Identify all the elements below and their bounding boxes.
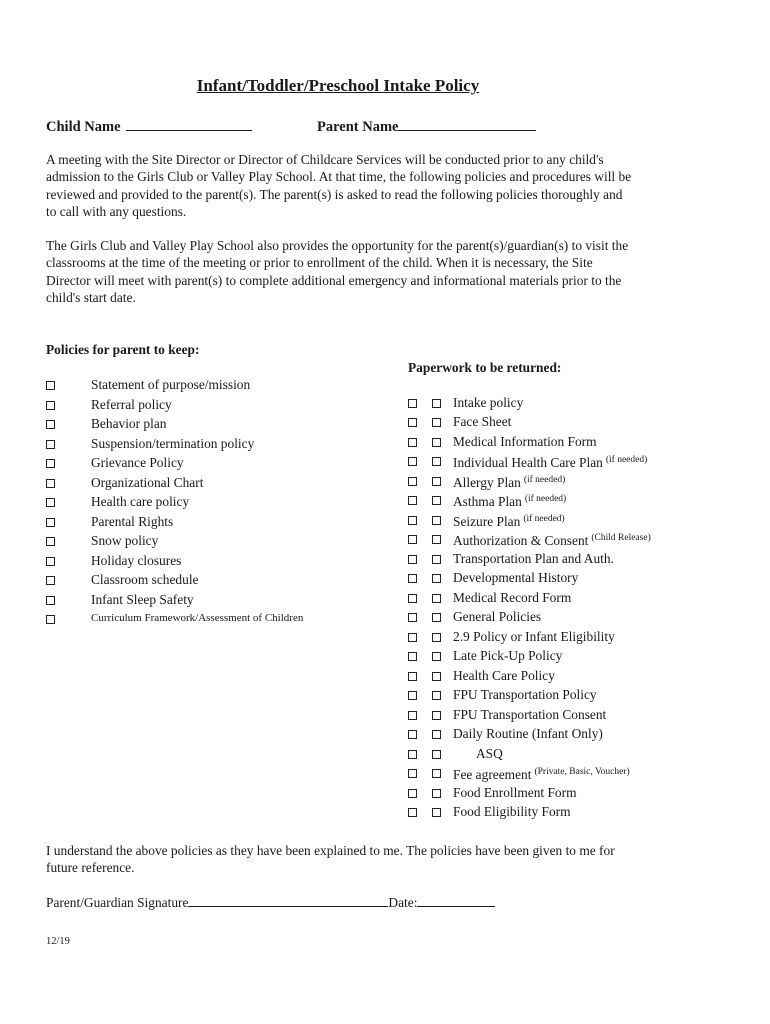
returned-item-label <box>453 412 511 432</box>
returned-item-text: ASQ <box>476 745 503 761</box>
checkbox[interactable] <box>46 479 55 488</box>
returned-item-label <box>453 685 597 705</box>
returned-item-text: Asthma Plan <box>453 494 522 509</box>
returned-item <box>408 588 708 608</box>
returned-item-label <box>453 568 578 588</box>
keep-item <box>46 551 366 571</box>
returned-item <box>408 724 708 744</box>
returned-item-note: (if needed) <box>523 513 565 524</box>
returned-item <box>408 607 708 627</box>
checkbox[interactable] <box>432 633 441 642</box>
returned-item <box>408 705 708 725</box>
returned-item-label <box>453 646 562 666</box>
keep-heading: Policies for parent to keep: <box>46 342 200 357</box>
keep-item <box>46 473 366 493</box>
returned-item <box>408 412 708 432</box>
returned-item-text: Late Pick-Up Policy <box>453 648 563 663</box>
returned-item-label <box>453 802 571 822</box>
keep-item <box>46 453 366 473</box>
returned-item <box>408 763 708 783</box>
checkbox[interactable] <box>46 615 55 624</box>
returned-item-text: General Policies <box>453 609 542 624</box>
intro-paragraph: A meeting with the Site Director or Director of Childcare Services will be conducted prior to any child's admission to the Girls Club or Valley Play School. At that time, the following policies and procedures will be reviewed and provided to the parent(s). The parent(s) is asked to read the following policies thoroughly and to call with any questions. <box>46 152 632 220</box>
keep-item <box>46 570 366 590</box>
revision-code: 12/19 <box>46 936 70 947</box>
checkbox[interactable] <box>46 557 55 566</box>
returned-item-label <box>453 490 566 512</box>
keep-item <box>46 375 366 395</box>
keep-item-label: Classroom schedule <box>91 572 199 587</box>
checkbox[interactable] <box>408 808 417 817</box>
visit-paragraph: The Girls Club and Valley Play School also provides the opportunity for the parent(s)/guardian(s) to visit the classrooms at the time of the meeting or prior to enrollment of the child. When it is necessary, the Site Director will meet with parent(s) to complete additional emergency and informational materials prior to the child's start date. <box>46 238 629 306</box>
returned-item <box>408 510 708 530</box>
keep-item <box>46 414 366 434</box>
checkbox[interactable] <box>408 496 417 505</box>
returned-item <box>408 666 708 686</box>
keep-item-label: Behavior plan <box>91 416 167 431</box>
signature-line[interactable] <box>188 894 388 907</box>
checkbox[interactable] <box>46 420 55 429</box>
keep-item <box>46 434 366 454</box>
returned-item-label <box>453 471 565 493</box>
keep-item-label: Statement of purpose/mission <box>91 377 251 392</box>
returned-item-label <box>453 783 577 803</box>
returned-item <box>408 529 708 549</box>
signature-row <box>46 894 495 911</box>
checkbox[interactable] <box>408 477 417 486</box>
returned-item-text: Developmental History <box>453 570 579 585</box>
returned-heading: Paperwork to be returned: <box>408 360 562 375</box>
returned-item-text: Daily Routine (Infant Only) <box>453 726 603 741</box>
returned-item <box>408 646 708 666</box>
checkbox[interactable] <box>432 789 441 798</box>
checkbox[interactable] <box>432 691 441 700</box>
returned-item-note: (if needed) <box>524 494 567 504</box>
checkbox[interactable] <box>408 594 417 603</box>
checkbox[interactable] <box>432 496 441 505</box>
checkbox[interactable] <box>432 769 441 778</box>
acknowledgement-text: I understand the above policies as they have been explained to me. The policies have been given to me for future reference. <box>46 843 615 876</box>
returned-item <box>408 802 708 822</box>
returned-item-note: (if needed) <box>605 455 648 465</box>
returned-item <box>408 490 708 510</box>
returned-item-text: Food Enrollment Form <box>453 784 577 800</box>
signature-label: Parent/Guardian Signature <box>46 895 189 910</box>
keep-item <box>46 609 366 629</box>
returned-item-label <box>453 588 571 608</box>
returned-item-text: Health Care Policy <box>453 667 555 683</box>
keep-item-label: Health care policy <box>91 494 190 509</box>
keep-item-label: Grievance Policy <box>91 455 184 470</box>
checkbox[interactable] <box>432 750 441 759</box>
returned-item-label <box>453 607 541 627</box>
returned-item <box>408 471 708 491</box>
returned-item-label <box>453 432 597 452</box>
checkbox[interactable] <box>408 418 417 427</box>
parent-name-line[interactable] <box>398 116 536 131</box>
checkbox[interactable] <box>408 730 417 739</box>
returned-item-text: Medical Information Form <box>453 433 597 449</box>
checkbox[interactable] <box>46 596 55 605</box>
checkbox[interactable] <box>432 711 441 720</box>
returned-item-text: Intake policy <box>453 394 524 410</box>
checkbox[interactable] <box>432 613 441 622</box>
date-line[interactable] <box>417 894 495 907</box>
checkbox[interactable] <box>46 401 55 410</box>
child-name-line[interactable] <box>126 116 252 131</box>
returned-item-text: Individual Health Care Plan <box>453 455 603 470</box>
returned-item-text: 2.9 Policy or Infant Eligibility <box>453 628 615 644</box>
keep-item <box>46 512 366 532</box>
document-title: Infant/Toddler/Preschool Intake Policy <box>196 76 480 95</box>
child-name-field[interactable] <box>46 116 252 136</box>
returned-item-label <box>453 393 523 413</box>
returned-item-note: (if needed) <box>523 474 566 485</box>
checkbox[interactable] <box>408 691 417 700</box>
returned-item-text: Allergy Plan <box>453 474 521 490</box>
checkbox[interactable] <box>432 808 441 817</box>
returned-item-label <box>453 510 565 532</box>
checkbox[interactable] <box>46 576 55 585</box>
child-name-label: Child Name <box>46 119 121 135</box>
keep-item <box>46 395 366 415</box>
checkbox[interactable] <box>408 535 417 544</box>
checkbox[interactable] <box>432 574 441 583</box>
returned-item <box>408 432 708 452</box>
returned-item-note: (Child Release) <box>591 533 651 543</box>
parent-name-field[interactable] <box>317 116 536 136</box>
returned-item-text: FPU Transportation Policy <box>453 687 597 702</box>
returned-item-label <box>453 724 603 744</box>
keep-item <box>46 590 366 610</box>
returned-item-text: Transportation Plan and Auth. <box>453 550 614 566</box>
checkbox[interactable] <box>408 711 417 720</box>
returned-item <box>408 393 708 413</box>
returned-item-text: Medical Record Form <box>453 589 572 605</box>
checkbox[interactable] <box>432 516 441 525</box>
checkbox[interactable] <box>408 457 417 466</box>
checkbox[interactable] <box>46 440 55 449</box>
checkbox[interactable] <box>432 730 441 739</box>
returned-item <box>408 568 708 588</box>
checkbox[interactable] <box>432 438 441 447</box>
returned-item <box>408 783 708 803</box>
returned-item-label <box>453 763 630 785</box>
checkbox[interactable] <box>46 381 55 390</box>
checkbox[interactable] <box>408 574 417 583</box>
keep-item-label: Snow policy <box>91 533 159 548</box>
checkbox[interactable] <box>408 438 417 447</box>
checkbox[interactable] <box>408 399 417 408</box>
returned-item <box>408 627 708 647</box>
keep-item-label: Infant Sleep Safety <box>91 591 194 607</box>
checkbox[interactable] <box>432 477 441 486</box>
keep-item-label: Organizational Chart <box>91 474 204 490</box>
returned-item-text: FPU Transportation Consent <box>453 706 607 722</box>
returned-item-label <box>453 451 647 473</box>
parent-name-label: Parent Name <box>317 119 399 135</box>
keep-item-label: Referral policy <box>91 396 172 412</box>
returned-item-label <box>453 627 615 647</box>
keep-item <box>46 492 366 512</box>
checkbox[interactable] <box>46 459 55 468</box>
returned-item <box>408 549 708 569</box>
returned-item-label <box>453 529 651 551</box>
checkbox[interactable] <box>432 535 441 544</box>
keep-item-label: Parental Rights <box>91 513 174 529</box>
returned-item <box>408 451 708 471</box>
keep-item-label: Curriculum Framework/Assessment of Children <box>91 612 304 624</box>
returned-item-text: Seizure Plan <box>453 513 521 529</box>
checkbox[interactable] <box>432 418 441 427</box>
returned-item-label <box>453 705 606 725</box>
returned-item-label <box>453 666 555 686</box>
keep-item <box>46 531 366 551</box>
returned-item-label <box>453 549 614 569</box>
returned-item-text: Food Eligibility Form <box>453 804 571 819</box>
checkbox[interactable] <box>408 672 417 681</box>
returned-item-text: Authorization & Consent <box>453 533 589 548</box>
returned-checklist <box>408 393 708 822</box>
checkbox[interactable] <box>408 750 417 759</box>
checkbox[interactable] <box>408 516 417 525</box>
checkbox[interactable] <box>46 518 55 527</box>
keep-item-label: Suspension/termination policy <box>91 435 255 451</box>
checkbox[interactable] <box>408 769 417 778</box>
checkbox[interactable] <box>46 498 55 507</box>
checkbox[interactable] <box>432 652 441 661</box>
checkbox[interactable] <box>408 633 417 642</box>
returned-item <box>408 685 708 705</box>
checkbox[interactable] <box>432 555 441 564</box>
checkbox[interactable] <box>408 652 417 661</box>
returned-item-label <box>476 744 503 764</box>
checkbox[interactable] <box>432 457 441 466</box>
returned-item-text: Face Sheet <box>453 414 512 429</box>
returned-item-note: (Private, Basic, Voucher) <box>534 767 630 777</box>
checkbox[interactable] <box>408 789 417 798</box>
returned-item <box>408 744 708 764</box>
checkbox[interactable] <box>432 399 441 408</box>
keep-item-label: Holiday closures <box>91 552 182 568</box>
checkbox[interactable] <box>432 672 441 681</box>
date-label: Date: <box>388 895 418 910</box>
checkbox[interactable] <box>408 613 417 622</box>
returned-item-text: Fee agreement <box>453 767 532 782</box>
checkbox[interactable] <box>46 537 55 546</box>
keep-checklist <box>46 375 366 629</box>
checkbox[interactable] <box>432 594 441 603</box>
checkbox[interactable] <box>408 555 417 564</box>
